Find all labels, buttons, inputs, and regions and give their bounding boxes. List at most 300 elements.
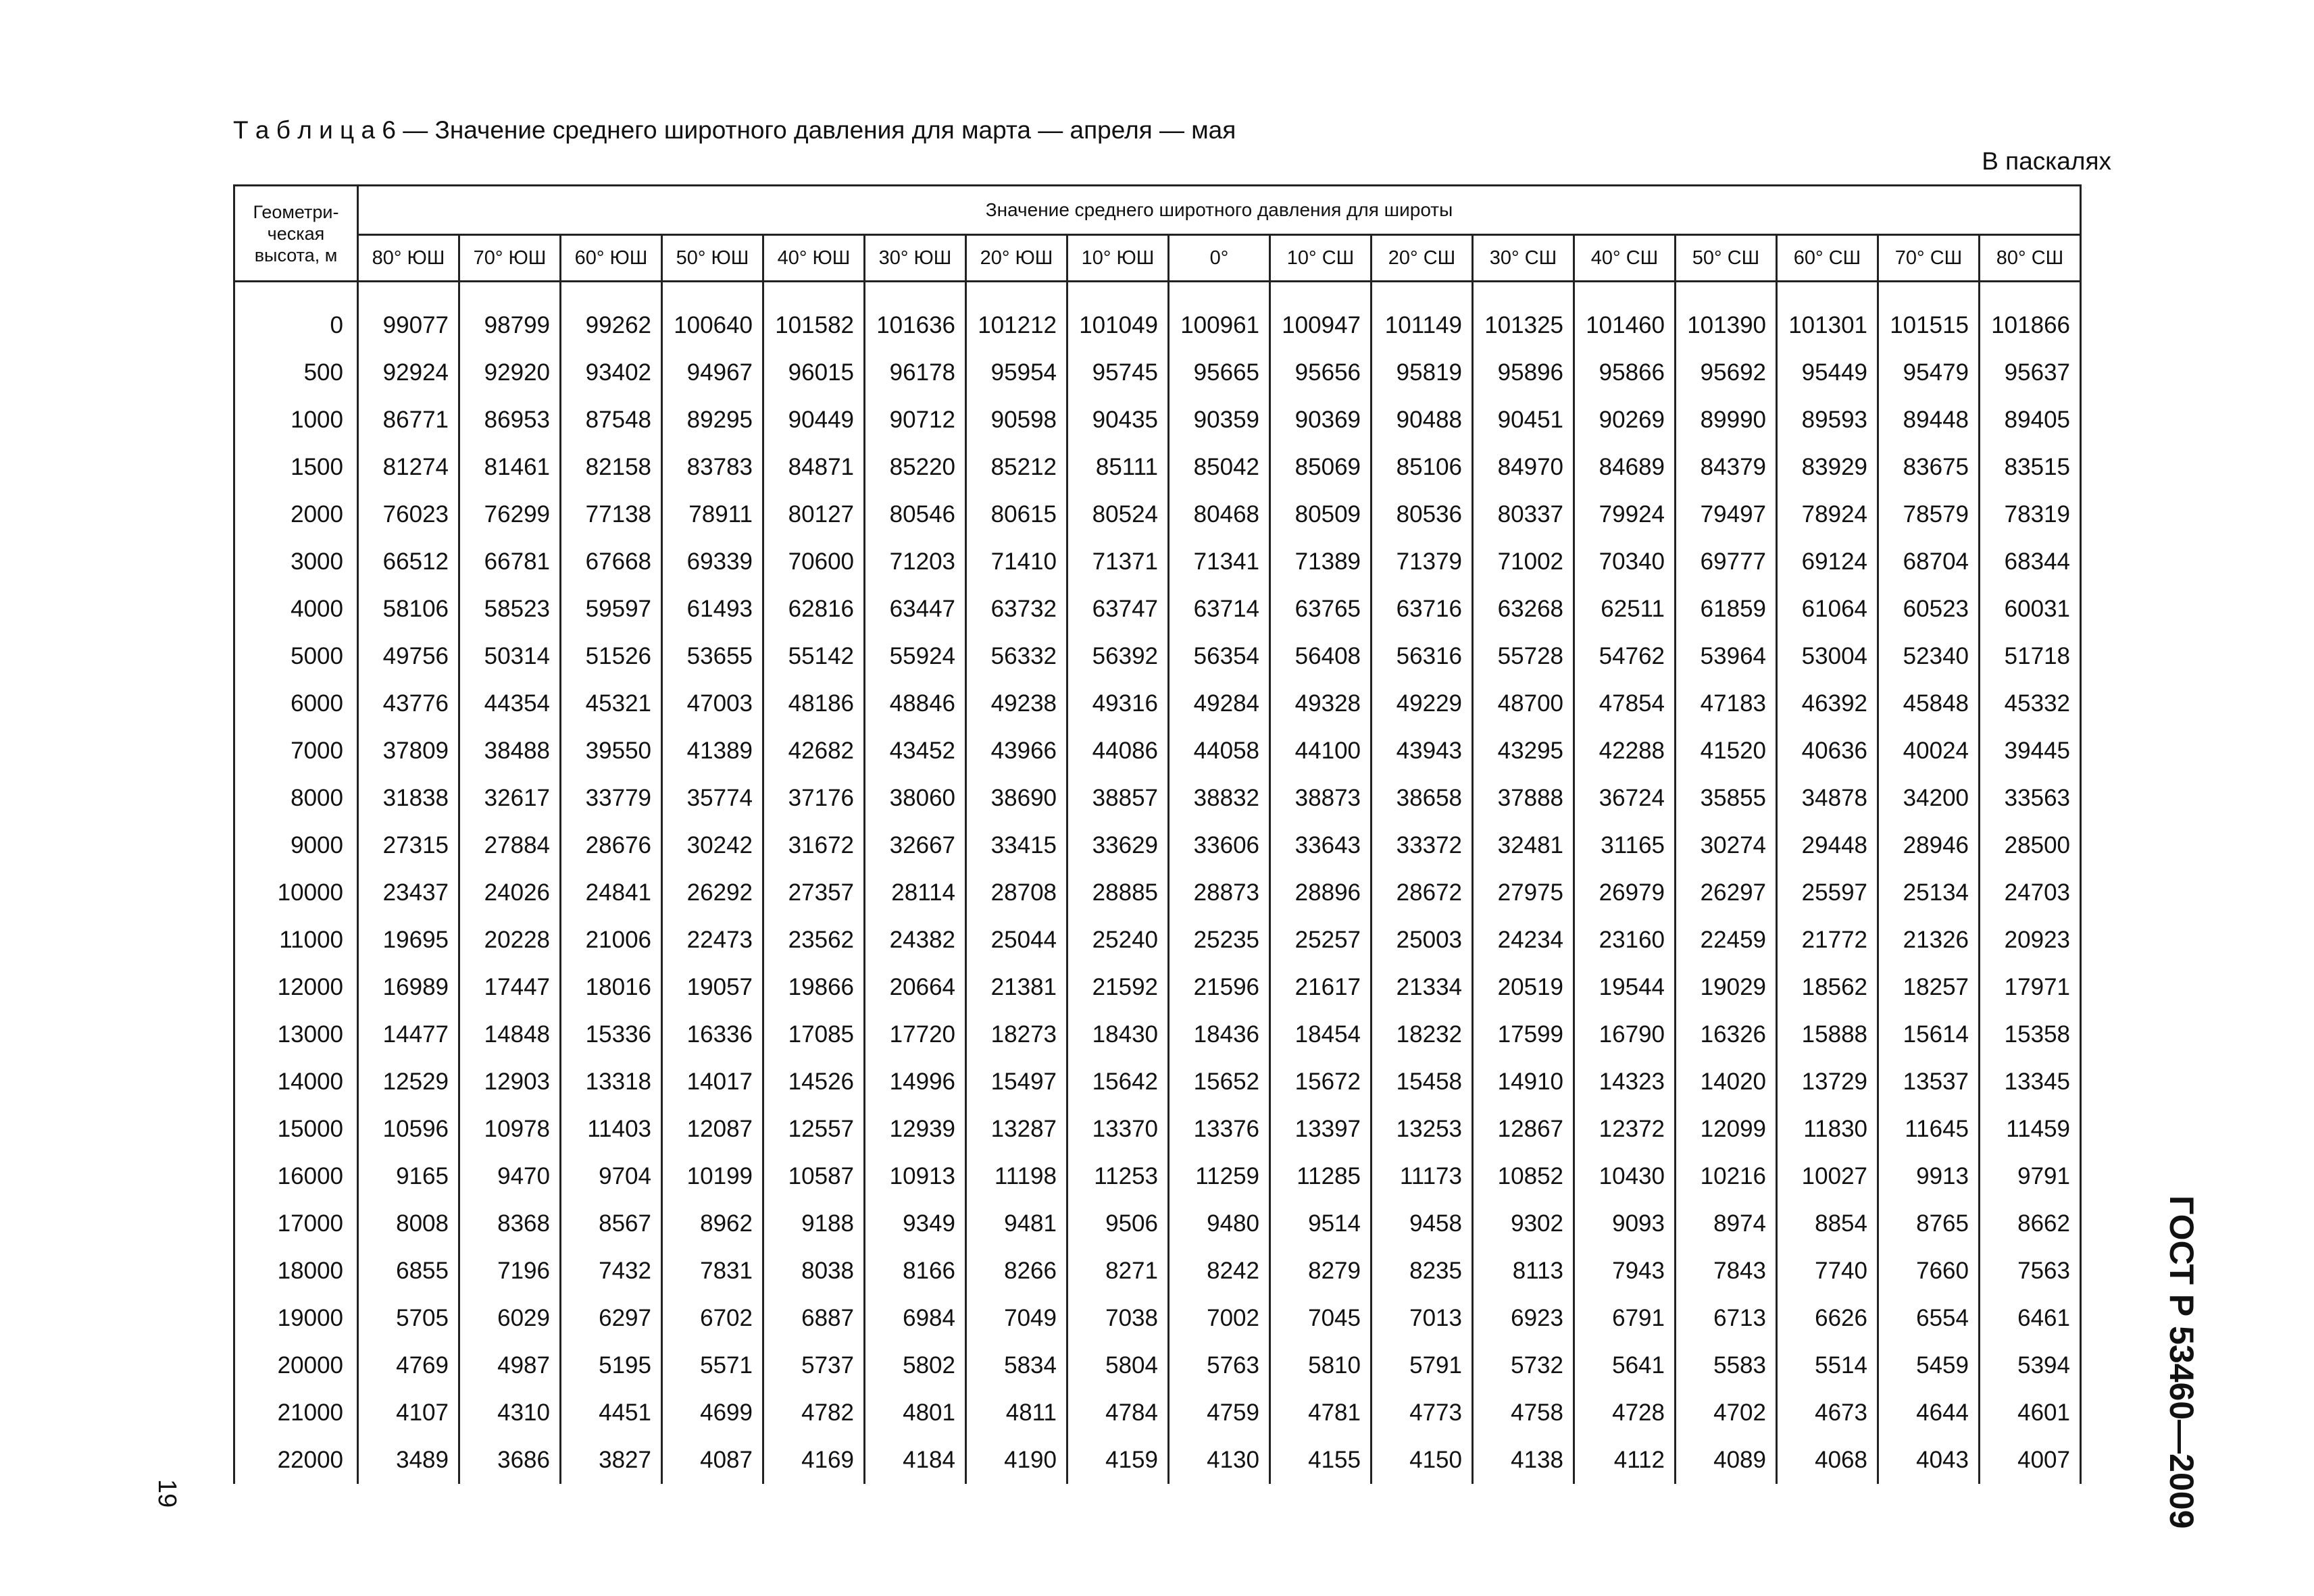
pressure-cell: 14477 [358,1011,459,1058]
pressure-cell: 12372 [1574,1106,1676,1153]
height-cell: 21000 [234,1389,358,1437]
pressure-cell: 45848 [1878,680,1980,727]
pressure-cell: 81461 [459,444,561,491]
table-row [234,1011,2081,1058]
pressure-cell: 5195 [561,1342,662,1389]
pressure-cell: 8974 [1676,1200,1777,1247]
height-cell: 10000 [234,869,358,917]
pressure-cell: 20519 [1473,964,1574,1011]
pressure-cell: 11173 [1372,1153,1473,1200]
pressure-cell: 21381 [966,964,1067,1011]
pressure-cell: 69339 [662,538,763,586]
pressure-cell: 20923 [1980,917,2081,964]
pressure-cell: 4728 [1574,1389,1676,1437]
pressure-cell: 83515 [1980,444,2081,491]
pressure-cell: 33629 [1067,822,1169,869]
pressure-cell: 32481 [1473,822,1574,869]
pressure-cell: 4801 [865,1389,966,1437]
pressure-cell: 27315 [358,822,459,869]
pressure-cell: 44100 [1270,727,1372,775]
pressure-cell: 12903 [459,1058,561,1106]
pressure-cell: 62816 [763,586,865,633]
pressure-cell: 43966 [966,727,1067,775]
pressure-cell: 68704 [1878,538,1980,586]
height-header-line-3: высота, м [254,244,338,265]
pressure-cell: 18454 [1270,1011,1372,1058]
pressure-cell: 4702 [1676,1389,1777,1437]
latitude-header: 20° СШ [1372,235,1473,282]
height-cell: 17000 [234,1200,358,1247]
pressure-cell: 99262 [561,282,662,349]
pressure-cell: 32667 [865,822,966,869]
pressure-cell: 11403 [561,1106,662,1153]
pressure-cell: 89295 [662,396,763,444]
pressure-cell: 4987 [459,1342,561,1389]
pressure-cell: 7049 [966,1295,1067,1342]
pressure-cell: 10216 [1676,1153,1777,1200]
pressure-cell: 18430 [1067,1011,1169,1058]
pressure-cell: 13370 [1067,1106,1169,1153]
pressure-cell: 43295 [1473,727,1574,775]
height-cell: 8000 [234,775,358,822]
pressure-cell: 101582 [763,282,865,349]
height-cell: 11000 [234,917,358,964]
pressure-cell: 54762 [1574,633,1676,680]
pressure-cell: 49229 [1372,680,1473,727]
pressure-cell: 4155 [1270,1437,1372,1484]
table-row [234,1200,2081,1247]
pressure-cell: 13287 [966,1106,1067,1153]
pressure-cell: 38832 [1169,775,1270,822]
pressure-cell: 11253 [1067,1153,1169,1200]
pressure-cell: 4699 [662,1389,763,1437]
pressure-cell: 80615 [966,491,1067,538]
pressure-cell: 51718 [1980,633,2081,680]
pressure-cell: 47183 [1676,680,1777,727]
pressure-cell: 7943 [1574,1247,1676,1295]
pressure-cell: 41520 [1676,727,1777,775]
pressure-cell: 26297 [1676,869,1777,917]
pressure-cell: 32617 [459,775,561,822]
pressure-cell: 6297 [561,1295,662,1342]
pressure-cell: 85069 [1270,444,1372,491]
pressure-cell: 53655 [662,633,763,680]
pressure-cell: 24382 [865,917,966,964]
pressure-cell: 12557 [763,1106,865,1153]
pressure-cell: 25003 [1372,917,1473,964]
pressure-cell: 6984 [865,1295,966,1342]
table-row [234,491,2081,538]
pressure-cell: 10587 [763,1153,865,1200]
pressure-cell: 69777 [1676,538,1777,586]
pressure-cell: 15614 [1878,1011,1980,1058]
pressure-cell: 15672 [1270,1058,1372,1106]
pressure-cell: 28676 [561,822,662,869]
pressure-cell: 23437 [358,869,459,917]
pressure-cell: 13729 [1777,1058,1878,1106]
pressure-cell: 45321 [561,680,662,727]
pressure-cell: 71389 [1270,538,1372,586]
pressure-cell: 5583 [1676,1342,1777,1389]
table-row [234,775,2081,822]
pressure-cell: 5763 [1169,1342,1270,1389]
pressure-cell: 4043 [1878,1437,1980,1484]
table-row [234,822,2081,869]
pressure-cell: 12939 [865,1106,966,1153]
pressure-cell: 4138 [1473,1437,1574,1484]
pressure-cell: 56354 [1169,633,1270,680]
pressure-cell: 13253 [1372,1106,1473,1153]
pressure-cell: 11459 [1980,1106,2081,1153]
pressure-cell: 63765 [1270,586,1372,633]
pressure-cell: 80536 [1372,491,1473,538]
pressure-cell: 31838 [358,775,459,822]
pressure-cell: 48700 [1473,680,1574,727]
pressure-cell: 85111 [1067,444,1169,491]
pressure-cell: 8242 [1169,1247,1270,1295]
pressure-cell: 14017 [662,1058,763,1106]
pressure-cell: 83929 [1777,444,1878,491]
pressure-cell: 27884 [459,822,561,869]
pressure-cell: 22459 [1676,917,1777,964]
pressure-cell: 26979 [1574,869,1676,917]
pressure-cell: 6029 [459,1295,561,1342]
pressure-cell: 23160 [1574,917,1676,964]
pressure-cell: 10596 [358,1106,459,1153]
pressure-cell: 12867 [1473,1106,1574,1153]
pressure-cell: 101049 [1067,282,1169,349]
pressure-cell: 4150 [1372,1437,1473,1484]
pressure-cell: 50314 [459,633,561,680]
height-cell: 19000 [234,1295,358,1342]
pressure-cell: 56332 [966,633,1067,680]
pressure-cell: 15642 [1067,1058,1169,1106]
latitude-header: 70° ЮШ [459,235,561,282]
pressure-cell: 71379 [1372,538,1473,586]
pressure-cell: 49328 [1270,680,1372,727]
pressure-cell: 63747 [1067,586,1169,633]
pressure-cell: 13318 [561,1058,662,1106]
latitude-header: 50° СШ [1676,235,1777,282]
height-header-line-2: ческая [267,223,325,244]
pressure-cell: 10027 [1777,1153,1878,1200]
pressure-cell: 8266 [966,1247,1067,1295]
pressure-cell: 56408 [1270,633,1372,680]
pressure-cell: 56392 [1067,633,1169,680]
pressure-cell: 43452 [865,727,966,775]
pressure-cell: 48186 [763,680,865,727]
pressure-cell: 66512 [358,538,459,586]
height-cell: 1500 [234,444,358,491]
pressure-cell: 33643 [1270,822,1372,869]
height-cell: 3000 [234,538,358,586]
pressure-cell: 7660 [1878,1247,1980,1295]
pressure-cell: 33779 [561,775,662,822]
table-row [234,917,2081,964]
latitude-header: 70° СШ [1878,235,1980,282]
pressure-cell: 101636 [865,282,966,349]
pressure-cell: 79924 [1574,491,1676,538]
pressure-cell: 55728 [1473,633,1574,680]
pressure-cell: 7002 [1169,1295,1270,1342]
pressure-cell: 53004 [1777,633,1878,680]
pressure-cell: 30242 [662,822,763,869]
pressure-cell: 20664 [865,964,966,1011]
pressure-cell: 71203 [865,538,966,586]
pressure-cell: 63716 [1372,586,1473,633]
pressure-cell: 59597 [561,586,662,633]
pressure-cell: 25235 [1169,917,1270,964]
pressure-cell: 86953 [459,396,561,444]
pressure-cell: 95819 [1372,349,1473,396]
pressure-cell: 39445 [1980,727,2081,775]
table-row [234,633,2081,680]
pressure-cell: 4673 [1777,1389,1878,1437]
pressure-cell: 90598 [966,396,1067,444]
pressure-cell: 19695 [358,917,459,964]
pressure-cell: 5737 [763,1342,865,1389]
height-cell: 500 [234,349,358,396]
pressure-cell: 101866 [1980,282,2081,349]
pressure-cell: 14848 [459,1011,561,1058]
pressure-cell: 4089 [1676,1437,1777,1484]
pressure-cell: 4130 [1169,1437,1270,1484]
pressure-cell: 8567 [561,1200,662,1247]
height-cell: 20000 [234,1342,358,1389]
pressure-cell: 9480 [1169,1200,1270,1247]
pressure-cell: 28896 [1270,869,1372,917]
pressure-cell: 6713 [1676,1295,1777,1342]
pressure-cell: 82158 [561,444,662,491]
pressure-cell: 61859 [1676,586,1777,633]
pressure-cell: 14910 [1473,1058,1574,1106]
pressure-cell: 10199 [662,1153,763,1200]
table-row [234,349,2081,396]
pressure-cell: 76299 [459,491,561,538]
pressure-cell: 83783 [662,444,763,491]
latitude-header: 60° ЮШ [561,235,662,282]
pressure-cell: 4451 [561,1389,662,1437]
pressure-cell: 101325 [1473,282,1574,349]
pressure-cell: 89448 [1878,396,1980,444]
pressure-cell: 40636 [1777,727,1878,775]
height-header-line-1: Геометри- [253,201,339,222]
pressure-cell: 5732 [1473,1342,1574,1389]
height-cell: 4000 [234,586,358,633]
pressure-cell: 5804 [1067,1342,1169,1389]
pressure-cell: 35855 [1676,775,1777,822]
pressure-cell: 33563 [1980,775,2081,822]
table-body [234,282,2081,1484]
pressure-cell: 95896 [1473,349,1574,396]
pressure-cell: 3489 [358,1437,459,1484]
table-row [234,727,2081,775]
pressure-cell: 24703 [1980,869,2081,917]
pressure-cell: 21592 [1067,964,1169,1011]
pressure-cell: 99077 [358,282,459,349]
table-caption: Т а б л и ц а 6 — Значение среднего широтного давления для марта — апреля — мая [233,116,1236,144]
pressure-cell: 80524 [1067,491,1169,538]
pressure-cell: 24841 [561,869,662,917]
pressure-cell: 85106 [1372,444,1473,491]
pressure-cell: 101390 [1676,282,1777,349]
pressure-cell: 84970 [1473,444,1574,491]
table-row [234,396,2081,444]
pressure-cell: 38873 [1270,775,1372,822]
pressure-cell: 86771 [358,396,459,444]
pressure-cell: 7196 [459,1247,561,1295]
pressure-cell: 51526 [561,633,662,680]
latitude-header: 30° ЮШ [865,235,966,282]
pressure-cell: 55924 [865,633,966,680]
pressure-cell: 90269 [1574,396,1676,444]
pressure-cell: 10852 [1473,1153,1574,1200]
pressure-cell: 8765 [1878,1200,1980,1247]
pressure-cell: 17599 [1473,1011,1574,1058]
pressure-cell: 9165 [358,1153,459,1200]
pressure-cell: 28946 [1878,822,1980,869]
pressure-cell: 80127 [763,491,865,538]
pressure-cell: 43776 [358,680,459,727]
pressure-cell: 8038 [763,1247,865,1295]
pressure-cell: 96178 [865,349,966,396]
pressure-cell: 80509 [1270,491,1372,538]
pressure-cell: 78579 [1878,491,1980,538]
pressure-cell: 4159 [1067,1437,1169,1484]
pressure-cell: 78911 [662,491,763,538]
pressure-cell: 6554 [1878,1295,1980,1342]
pressure-cell: 80546 [865,491,966,538]
pressure-cell: 71002 [1473,538,1574,586]
pressure-cell: 49316 [1067,680,1169,727]
pressure-cell: 4068 [1777,1437,1878,1484]
pressure-cell: 5571 [662,1342,763,1389]
pressure-cell: 13345 [1980,1058,2081,1106]
height-cell: 22000 [234,1437,358,1484]
pressure-cell: 69124 [1777,538,1878,586]
pressure-cell: 101515 [1878,282,1980,349]
pressure-cell: 18257 [1878,964,1980,1011]
pressure-cell: 90359 [1169,396,1270,444]
pressure-cell: 28885 [1067,869,1169,917]
pressure-cell: 8235 [1372,1247,1473,1295]
pressure-cell: 6923 [1473,1295,1574,1342]
height-cell: 7000 [234,727,358,775]
pressure-cell: 18016 [561,964,662,1011]
pressure-cell: 11645 [1878,1106,1980,1153]
pressure-cell: 9791 [1980,1153,2081,1200]
pressure-cell: 6461 [1980,1295,2081,1342]
pressure-cell: 21334 [1372,964,1473,1011]
pressure-cell: 15458 [1372,1058,1473,1106]
page-number: 19 [153,1479,181,1508]
pressure-cell: 4784 [1067,1389,1169,1437]
pressure-cell: 16790 [1574,1011,1676,1058]
pressure-cell: 44058 [1169,727,1270,775]
pressure-cell: 7013 [1372,1295,1473,1342]
pressure-cell: 89405 [1980,396,2081,444]
pressure-cell: 49756 [358,633,459,680]
pressure-cell: 35774 [662,775,763,822]
pressure-cell: 14526 [763,1058,865,1106]
pressure-cell: 4811 [966,1389,1067,1437]
pressure-cell: 70600 [763,538,865,586]
pressure-cell: 4190 [966,1437,1067,1484]
pressure-cell: 9093 [1574,1200,1676,1247]
pressure-cell: 16326 [1676,1011,1777,1058]
height-cell: 13000 [234,1011,358,1058]
pressure-cell: 49238 [966,680,1067,727]
pressure-cell: 34878 [1777,775,1878,822]
pressure-cell: 78924 [1777,491,1878,538]
latitude-header: 10° ЮШ [1067,235,1169,282]
height-cell: 18000 [234,1247,358,1295]
pressure-cell: 25240 [1067,917,1169,964]
pressure-cell: 7432 [561,1247,662,1295]
pressure-cell: 31672 [763,822,865,869]
height-cell: 12000 [234,964,358,1011]
pressure-cell: 4781 [1270,1389,1372,1437]
pressure-cell: 21617 [1270,964,1372,1011]
pressure-cell: 7831 [662,1247,763,1295]
pressure-cell: 95692 [1676,349,1777,396]
pressure-cell: 30274 [1676,822,1777,869]
pressure-cell: 7045 [1270,1295,1372,1342]
pressure-cell: 33606 [1169,822,1270,869]
pressure-cell: 37176 [763,775,865,822]
pressure-cell: 5810 [1270,1342,1372,1389]
pressure-cell: 17971 [1980,964,2081,1011]
pressure-cell: 28708 [966,869,1067,917]
pressure-cell: 27357 [763,869,865,917]
pressure-cell: 101149 [1372,282,1473,349]
pressure-cell: 8113 [1473,1247,1574,1295]
pressure-cell: 6702 [662,1295,763,1342]
pressure-cell: 28873 [1169,869,1270,917]
table-row [234,1295,2081,1342]
pressure-cell: 90451 [1473,396,1574,444]
pressure-cell: 8854 [1777,1200,1878,1247]
pressure-cell: 7038 [1067,1295,1169,1342]
pressure-cell: 6855 [358,1247,459,1295]
pressure-cell: 31165 [1574,822,1676,869]
pressure-cell: 38060 [865,775,966,822]
pressure-cell: 11830 [1777,1106,1878,1153]
height-cell: 16000 [234,1153,358,1200]
pressure-cell: 84871 [763,444,865,491]
pressure-cell: 8368 [459,1200,561,1247]
pressure-cell: 95637 [1980,349,2081,396]
pressure-cell: 90449 [763,396,865,444]
latitude-header: 40° ЮШ [763,235,865,282]
pressure-cell: 15358 [1980,1011,2081,1058]
pressure-cell: 38488 [459,727,561,775]
pressure-cell: 53964 [1676,633,1777,680]
table-row [234,1247,2081,1295]
pressure-cell: 95656 [1270,349,1372,396]
pressure-cell: 89990 [1676,396,1777,444]
pressure-cell: 11285 [1270,1153,1372,1200]
pressure-cell: 5791 [1372,1342,1473,1389]
pressure-cell: 29448 [1777,822,1878,869]
pressure-cell: 43943 [1372,727,1473,775]
pressure-cell: 85042 [1169,444,1270,491]
pressure-cell: 16989 [358,964,459,1011]
pressure-cell: 13376 [1169,1106,1270,1153]
pressure-cell: 33415 [966,822,1067,869]
height-cell: 15000 [234,1106,358,1153]
pressure-cell: 71371 [1067,538,1169,586]
